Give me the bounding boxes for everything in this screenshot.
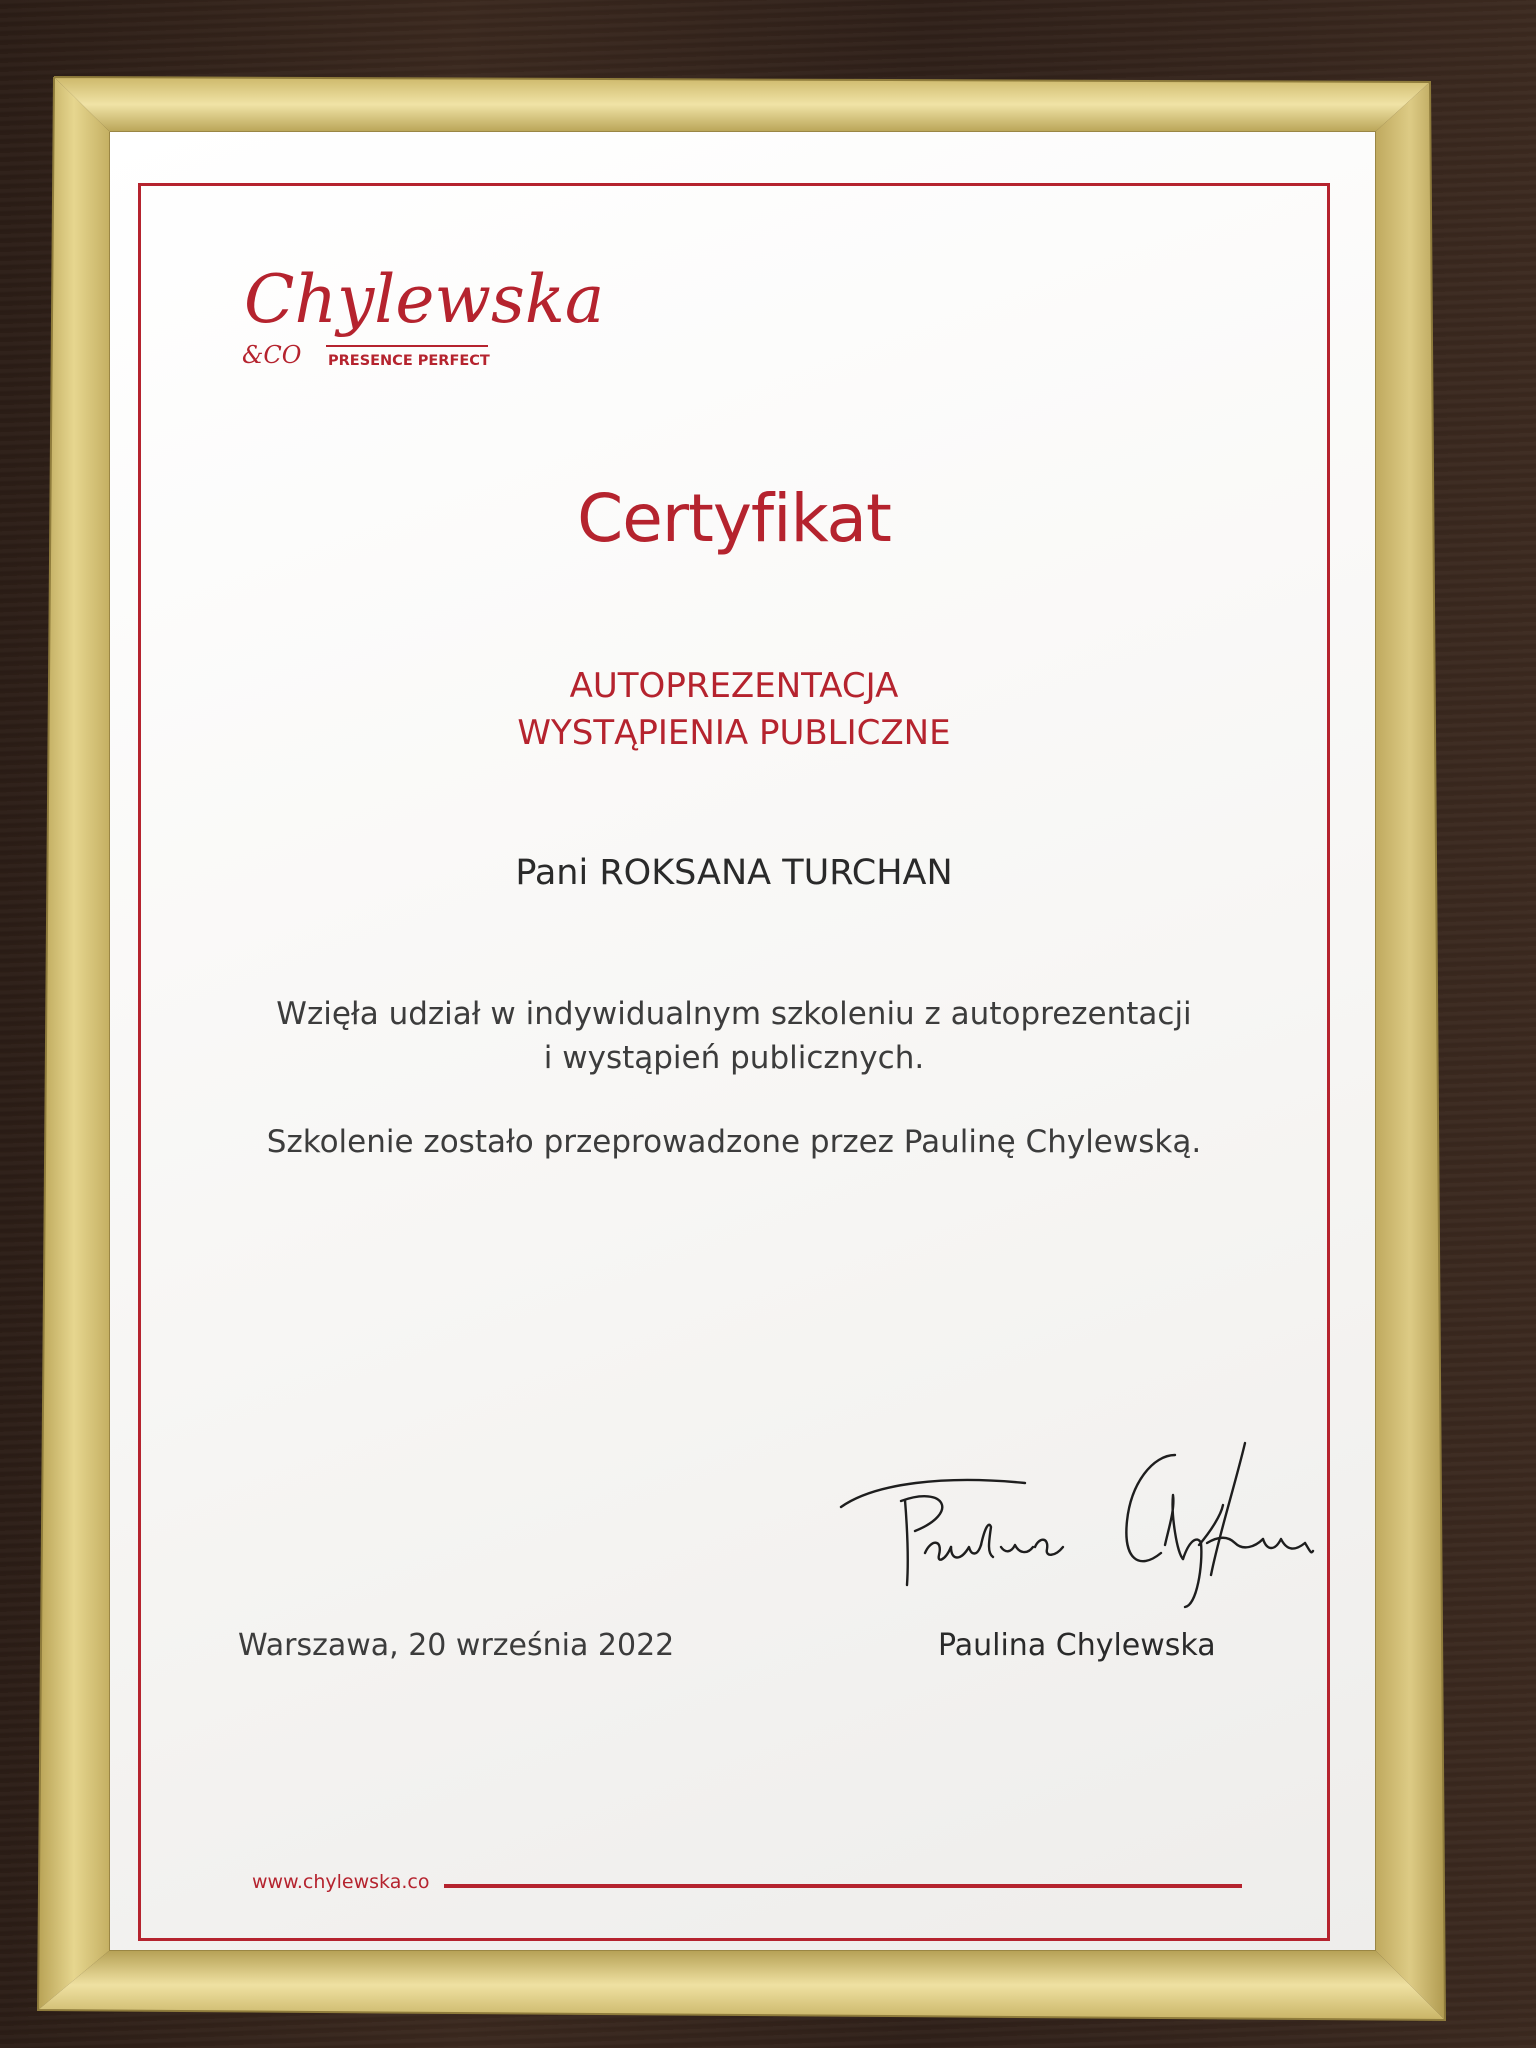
handwritten-signature	[835, 1435, 1315, 1610]
signer-name: Paulina Chylewska	[938, 1628, 1216, 1663]
place-and-date: Warszawa, 20 września 2022	[238, 1628, 675, 1663]
signature-text: Paulina Chylewska	[835, 1609, 844, 1610]
website-link[interactable]: www.chylewska.co	[252, 1871, 430, 1893]
logo-wordmark: Chylewska	[244, 261, 605, 338]
logo-tagline: PRESENCE PERFECT	[328, 353, 490, 369]
body-text-line-1: Wzięła udział w indywidualnym szkoleniu z autoprezentacji	[276, 996, 1192, 1032]
body-text-line-3: Szkolenie zostało przeprowadzone przez Paulinę Chylewską.	[266, 1124, 1202, 1160]
recipient-name: Pani ROKSANA TURCHAN	[515, 853, 953, 893]
chylewska-logo	[238, 240, 605, 380]
footer-red-line	[444, 1884, 1242, 1888]
body-text-line-2: i wystąpień publicznych.	[543, 1040, 925, 1076]
course-title-line-1: AUTOPREZENTACJA	[569, 666, 899, 706]
course-title-line-2: WYSTĄPIENIA PUBLICZNE	[517, 713, 951, 753]
logo-suffix: &CO	[242, 341, 302, 369]
certificate-title: Certyfikat	[577, 480, 891, 557]
